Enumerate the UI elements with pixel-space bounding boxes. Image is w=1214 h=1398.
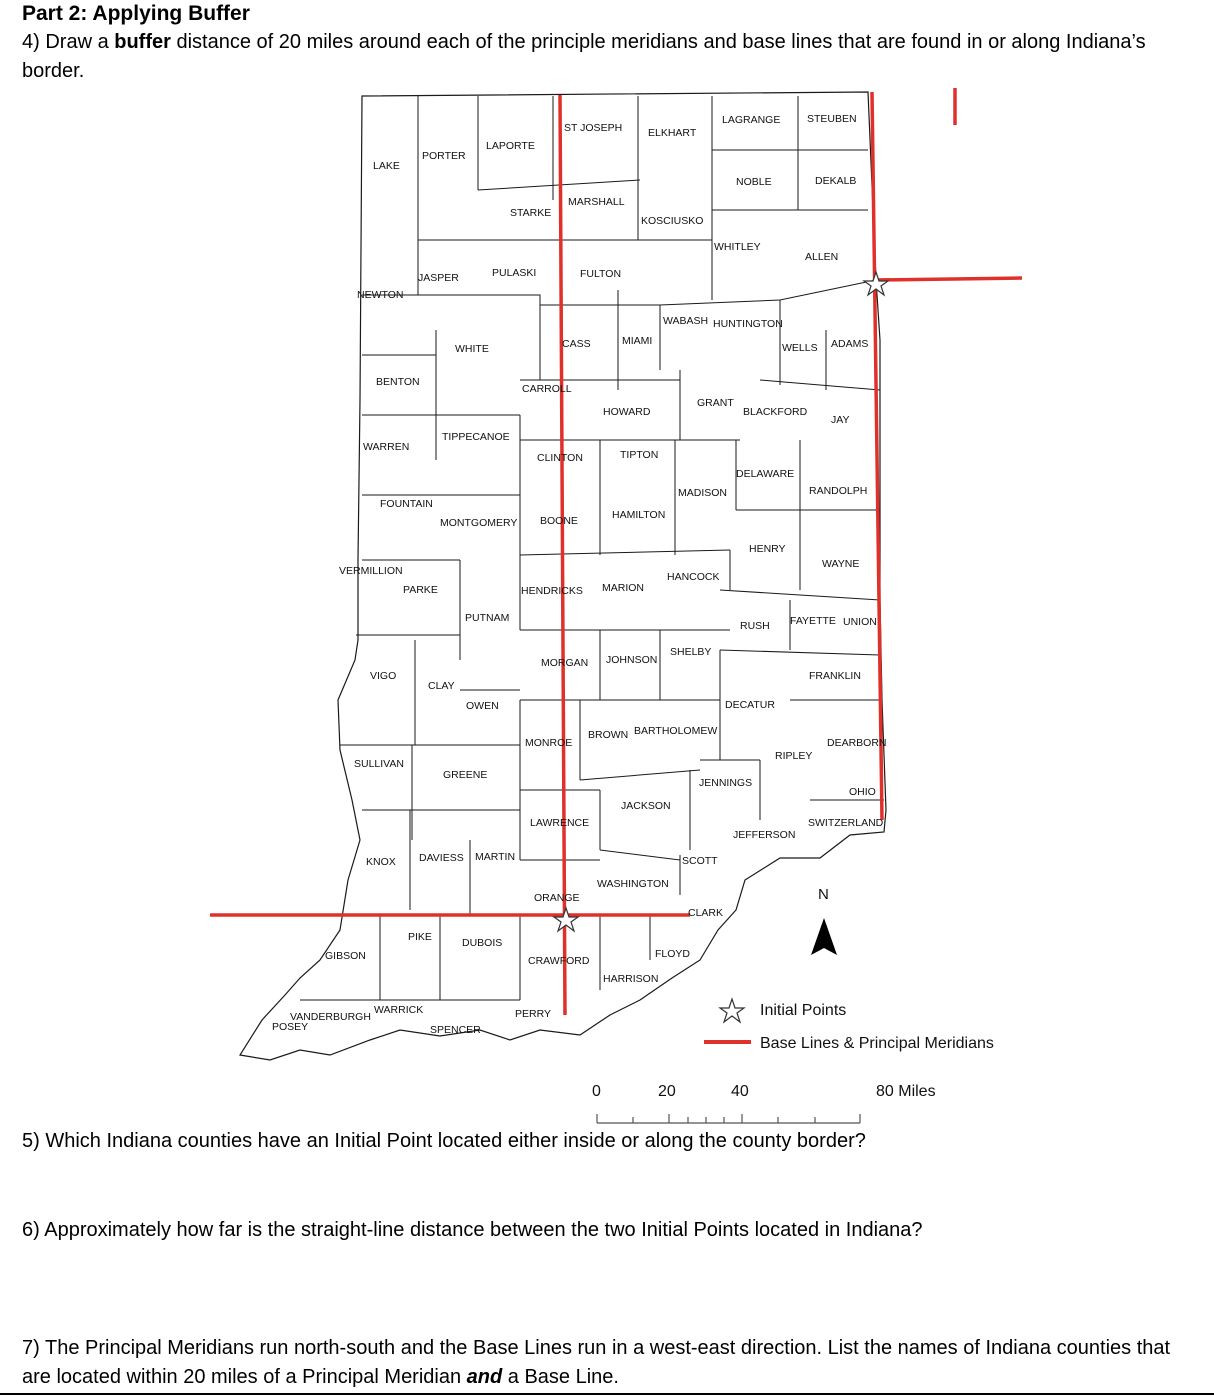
county-label: MIAMI: [622, 335, 653, 347]
county-label: DEARBORN: [827, 737, 887, 749]
scale-label-0: 0: [592, 1083, 601, 1100]
legend: [704, 999, 994, 1052]
county-label: FOUNTAIN: [380, 498, 433, 510]
county-label: STEUBEN: [807, 113, 857, 125]
second-principal-meridian: [560, 95, 565, 1015]
legend-base-lines: Base Lines & Principal Meridians: [760, 1035, 994, 1052]
county-label: DUBOIS: [462, 937, 503, 949]
county-label: STARKE: [510, 207, 552, 219]
county-label: JAY: [831, 414, 850, 426]
county-label: LAKE: [373, 160, 400, 172]
county-label: SCOTT: [682, 855, 718, 867]
county-label: LAWRENCE: [530, 817, 590, 829]
legend-star-icon: [720, 999, 744, 1022]
county-label: VIGO: [370, 670, 397, 682]
q7-part-b: a Base Line.: [502, 1366, 619, 1388]
county-label: SPENCER: [430, 1024, 481, 1036]
county-label: OWEN: [466, 700, 499, 712]
county-label: ADAMS: [831, 338, 869, 350]
county-label: MARSHALL: [568, 196, 625, 208]
county-label: ST JOSEPH: [564, 122, 623, 134]
q7-part-a: 7) The Principal Meridians run north-south and the Base Lines run in a west-east direction. List the names of Indiana counties that are located within 20 miles of a Principal Meridian: [22, 1337, 1171, 1388]
q4-rest: distance of 20 miles around each of the principle meridians and base lines that are found in or along Indiana’s border.: [22, 31, 1146, 82]
county-label: CLINTON: [537, 452, 583, 464]
county-label: CLARK: [688, 907, 724, 919]
county-label: NEWTON: [357, 289, 404, 301]
county-label: JENNINGS: [699, 777, 753, 789]
county-label: BROWN: [588, 729, 629, 741]
county-label: TIPPECANOE: [442, 431, 510, 443]
county-label: DAVIESS: [419, 852, 464, 864]
county-label: SWITZERLAND: [808, 817, 884, 829]
county-label: MONTGOMERY: [440, 517, 518, 529]
county-label: BOONE: [540, 515, 578, 527]
county-label: HUNTINGTON: [713, 318, 783, 330]
county-label: JASPER: [418, 272, 459, 284]
county-label: DEKALB: [815, 175, 857, 187]
initial-point-stars: [554, 272, 888, 931]
county-label: MONROE: [525, 737, 573, 749]
county-label: RIPLEY: [775, 750, 813, 762]
county-label: RANDOLPH: [809, 485, 868, 497]
county-label: FULTON: [580, 268, 622, 280]
county-label: KOSCIUSKO: [641, 215, 704, 227]
north-arrow-icon: [811, 918, 837, 955]
county-label: KNOX: [366, 856, 396, 868]
county-label: BLACKFORD: [743, 406, 808, 418]
county-label: PIKE: [408, 931, 432, 943]
question-6: 6) Approximately how far is the straight-line distance between the two Initial Points located in Indiana?: [22, 1219, 923, 1241]
q4-bold-word: buffer: [114, 31, 171, 53]
county-label: TIPTON: [620, 449, 659, 461]
county-label: WHITE: [455, 343, 489, 355]
county-label: LAPORTE: [486, 140, 535, 152]
question-7: [22, 1334, 1192, 1392]
county-label: DECATUR: [725, 699, 775, 711]
county-label: UNION: [843, 616, 877, 628]
county-label: ELKHART: [648, 127, 697, 139]
county-label: PORTER: [422, 150, 466, 162]
scale-label-40: 40: [731, 1083, 749, 1100]
county-label: MARION: [602, 582, 644, 594]
county-label: WELLS: [782, 342, 818, 354]
scale-label-80: 80 Miles: [876, 1083, 936, 1100]
principal-meridians-and-base-lines: [210, 88, 1022, 1015]
county-label: WHITLEY: [714, 241, 761, 253]
county-label: GRANT: [697, 397, 734, 409]
county-label: PUTNAM: [465, 612, 510, 624]
scale-bar: [592, 1083, 936, 1123]
county-label: LAGRANGE: [722, 114, 781, 126]
county-label: BARTHOLOMEW: [634, 725, 718, 737]
county-label: FLOYD: [655, 948, 691, 960]
county-label: SULLIVAN: [354, 758, 404, 770]
county-label: HOWARD: [603, 406, 651, 418]
county-label: CLAY: [428, 680, 455, 692]
county-label: WAYNE: [822, 558, 860, 570]
north-arrow: [811, 886, 837, 955]
q7-bold-and: and: [466, 1366, 503, 1388]
county-label: NOBLE: [736, 176, 772, 188]
county-label: GIBSON: [325, 950, 366, 962]
county-label: HANCOCK: [667, 571, 720, 583]
county-label: HENDRICKS: [521, 585, 583, 597]
county-label: DELAWARE: [736, 468, 795, 480]
county-label: PARKE: [403, 584, 438, 596]
county-labels: [272, 113, 887, 1036]
county-label: JEFFERSON: [733, 829, 796, 841]
north-label: N: [818, 886, 829, 903]
county-label: ORANGE: [534, 892, 580, 904]
county-label: CARROLL: [522, 383, 572, 395]
part-title: Part 2: Applying Buffer: [22, 2, 250, 25]
county-label: FAYETTE: [790, 615, 836, 627]
county-label: GREENE: [443, 769, 488, 781]
county-label: JOHNSON: [606, 654, 658, 666]
county-label: SHELBY: [670, 646, 712, 658]
q4-prefix: 4) Draw a: [22, 31, 115, 53]
legend-initial-points: Initial Points: [760, 1002, 847, 1019]
county-label: CASS: [562, 338, 591, 350]
county-label: HAMILTON: [612, 509, 666, 521]
county-label: MADISON: [678, 487, 728, 499]
county-label: MARTIN: [475, 851, 516, 863]
county-label: PERRY: [515, 1008, 551, 1020]
county-label: HENRY: [749, 543, 786, 555]
county-label: ALLEN: [805, 251, 839, 263]
county-label: WARREN: [363, 441, 410, 453]
county-label: MORGAN: [541, 657, 589, 669]
county-label: BENTON: [376, 376, 420, 388]
county-label: VERMILLION: [339, 565, 403, 577]
question-5: 5) Which Indiana counties have an Initial Point located either inside or along the county border?: [22, 1130, 866, 1152]
county-label: POSEY: [272, 1021, 309, 1033]
county-label: PULASKI: [492, 267, 537, 279]
scale-label-20: 20: [658, 1083, 676, 1100]
county-label: CRAWFORD: [528, 955, 590, 967]
county-label: JACKSON: [621, 800, 671, 812]
county-label: OHIO: [849, 786, 876, 798]
county-label: WARRICK: [374, 1004, 424, 1016]
county-label: WABASH: [663, 315, 709, 327]
county-label: RUSH: [740, 620, 770, 632]
bottom-rule: [0, 1393, 1214, 1395]
county-label: VANDERBURGH: [290, 1011, 371, 1023]
county-label: FRANKLIN: [809, 670, 861, 682]
county-label: WASHINGTON: [597, 878, 669, 890]
first-pm-base-line: [876, 278, 1022, 280]
county-label: HARRISON: [603, 973, 659, 985]
